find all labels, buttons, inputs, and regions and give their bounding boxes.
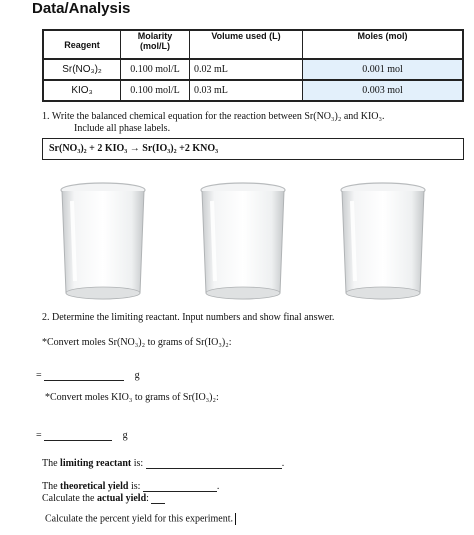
text-cursor [235,513,236,525]
percent-yield-line[interactable] [45,513,236,525]
blank-line[interactable] [44,380,124,381]
cell-volume-input[interactable]: 0.02 mL [190,59,303,80]
blank-line[interactable] [44,440,112,441]
cell-reagent: Sr(NO₃)₂ [43,59,121,80]
data-table [42,29,464,102]
equals-sign: = [36,370,42,381]
cell-volume-input[interactable]: 0.03 mL [190,80,303,101]
header-moles: Moles (mol) [303,30,464,59]
actual-yield-line[interactable] [42,493,165,504]
text: The [42,458,58,469]
cell-molarity: 0.100 mol/L [121,59,190,80]
text: The [42,481,58,492]
header-reagent: Reagent [43,30,121,59]
beaker-image [58,181,148,305]
theoretical-yield-line[interactable]: The theoretical yield is: . [42,481,220,492]
question-2-text: 2. Determine the limiting reactant. Input numbers and show final answer. [42,312,335,323]
limiting-reactant-line[interactable]: The limiting reactant is: . [42,458,285,469]
table-row [43,80,463,101]
blank-line[interactable] [151,503,165,504]
convert-2-text: *Convert moles KIO₃ to grams of Sr(IO₃)₂: [45,392,219,403]
blank-line[interactable] [146,468,282,469]
table-row [43,59,463,80]
convert-1-text: *Convert moles Sr(NO₃)₂ to grams of Sr(IO₃)₂: [42,337,232,348]
unit-label: g [134,370,140,381]
question-1-text: 1. Write the balanced chemical equation for the reaction between Sr(NO₃)₂ and KIO₃. [42,111,385,122]
text: is: [133,458,144,469]
bold-text: limiting reactant [60,458,132,469]
percent-yield-text: Calculate the percent yield for this experiment. [45,513,233,525]
cell-moles-input[interactable]: 0.003 mol [303,80,464,101]
beaker-image [338,181,428,305]
beaker-image [198,181,288,305]
cell-moles-input[interactable]: 0.001 mol [303,59,464,80]
question-1-subtext: Include all phase labels. [74,123,171,134]
cell-reagent: KIO₃ [43,80,121,101]
equation-answer-box[interactable] [42,138,464,160]
blank-line[interactable] [143,491,217,492]
text: Calculate the [42,493,95,504]
bold-text: actual yield [96,493,147,504]
equation-answer: Sr(NO₃)₂ + 2 KIO₃ → Sr(IO₃)₂ +2 KNO₃ [49,143,219,154]
unit-label: g [122,430,128,441]
equals-sign: = [36,430,42,441]
answer-1-line[interactable] [36,370,140,381]
answer-2-line[interactable] [36,430,128,441]
text: : [146,493,149,504]
header-volume: Volume used (L) [190,30,303,59]
bold-text: theoretical yield [60,481,129,492]
cell-molarity: 0.100 mol/L [121,80,190,101]
header-molarity: Molarity (mol/L) [121,30,190,59]
text: is: [130,481,141,492]
page-title: Data/Analysis [32,0,131,17]
